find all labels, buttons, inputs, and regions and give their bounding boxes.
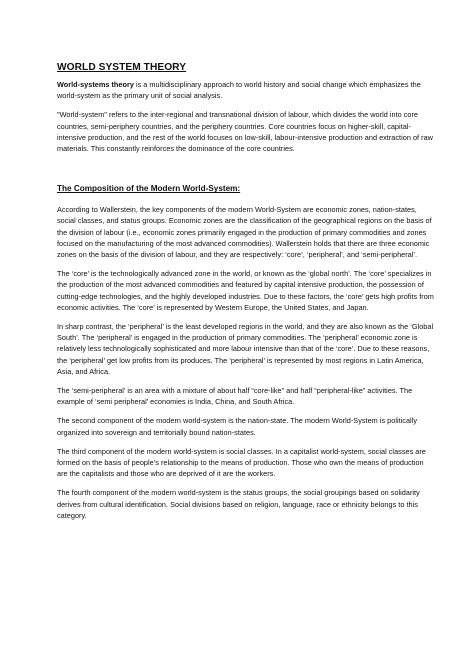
paragraph-semi-peripheral: The ‘semi-peripheral’ is an area with a mixture of about half “core-like” and half “peripheral-like” activities. The example of ‘semi peripheral’ economies is India, China, and South Africa. bbox=[57, 386, 413, 407]
intro-text: is a multidisciplinary approach to world history and social change which emphasizes the world-system as the primary unit of social analysis. bbox=[57, 80, 421, 101]
section-heading: The Composition of the Modern World-System: bbox=[57, 184, 241, 194]
paragraph-peripheral: In sharp contrast, the ‘peripheral’ is the least developed regions in the world, and they are also known as the ‘Global South’. The ‘peripheral’ is engaged in the production of primary commodities. The ‘peripheral’ economic zone is relatively less technologically sophisticated and more labour intensive than that of the ‘core’. Due to these reasons, the ‘peripheral’ get low profits from its produces. The ‘peripheral’ is represented by most regions in Latin America, Asia, and Africa. bbox=[57, 322, 434, 376]
paragraph-nation-state: The second component of the modern world-system is the nation-state. The modern World-System is politically organized into sovereign and territorially bound nation-states. bbox=[57, 416, 417, 437]
intro-term: World-systems theory bbox=[57, 80, 134, 89]
paragraph-social-classes: The third component of the modern world-system is social classes. In a capitalist world-system, social classes are formed on the basis of people’s relationship to the means of production. Those who own the means of production are the capitalists and those who are deprived of it are the workers. bbox=[57, 446, 426, 479]
intro-paragraph bbox=[57, 79, 434, 101]
paragraph-components: According to Wallerstein, the key components of the modern World-System are economic zones, nation-states, social classes, and status groups. Economic zones are the classification of the geographical regions on the basis of the division of labour (i.e., economic zones primarily engaged in the production of primary commodities and zones focused on the manufacturing of the most advanced commodities). Wallerstein holds that there are three economic zones on the basis of the division of labour, and they are respectively: ‘core’, ‘peripheral’, and ‘semi-peripheral’. bbox=[57, 205, 432, 260]
document-title: WORLD SYSTEM THEORY bbox=[57, 62, 187, 73]
paragraph-status-groups: The fourth component of the modern world-system is the status groups, the social groupings based on solidarity derives from cultural identification. Social divisions based on religion, language, race or ethnicity belongs to this category. bbox=[57, 488, 420, 520]
paragraph-core: The ‘core’ is the technologically advanced zone in the world, or known as the ‘global north’. The ‘core’ specializes in the production of the most advanced commodities and featured by capital intensive production, the possession of cutting-edge technologies, and the highly developed industries. Due to these factors, the ‘core’ gets high profits from economic activities. The ‘core’ is represented by Western Europe, the United States, and Japan. bbox=[57, 269, 434, 312]
definition-paragraph: "World-system" refers to the inter-regional and transnational division of labour, which divides the world into core countries, semi-periphery countries, and the periphery countries. Core countries focus on higher-skill, capital-intensive production, and the rest of the world focuses on low-skill, labour-intensive production and extraction of raw materials. This constantly reinforces the dominance of the core countries. bbox=[57, 110, 433, 154]
